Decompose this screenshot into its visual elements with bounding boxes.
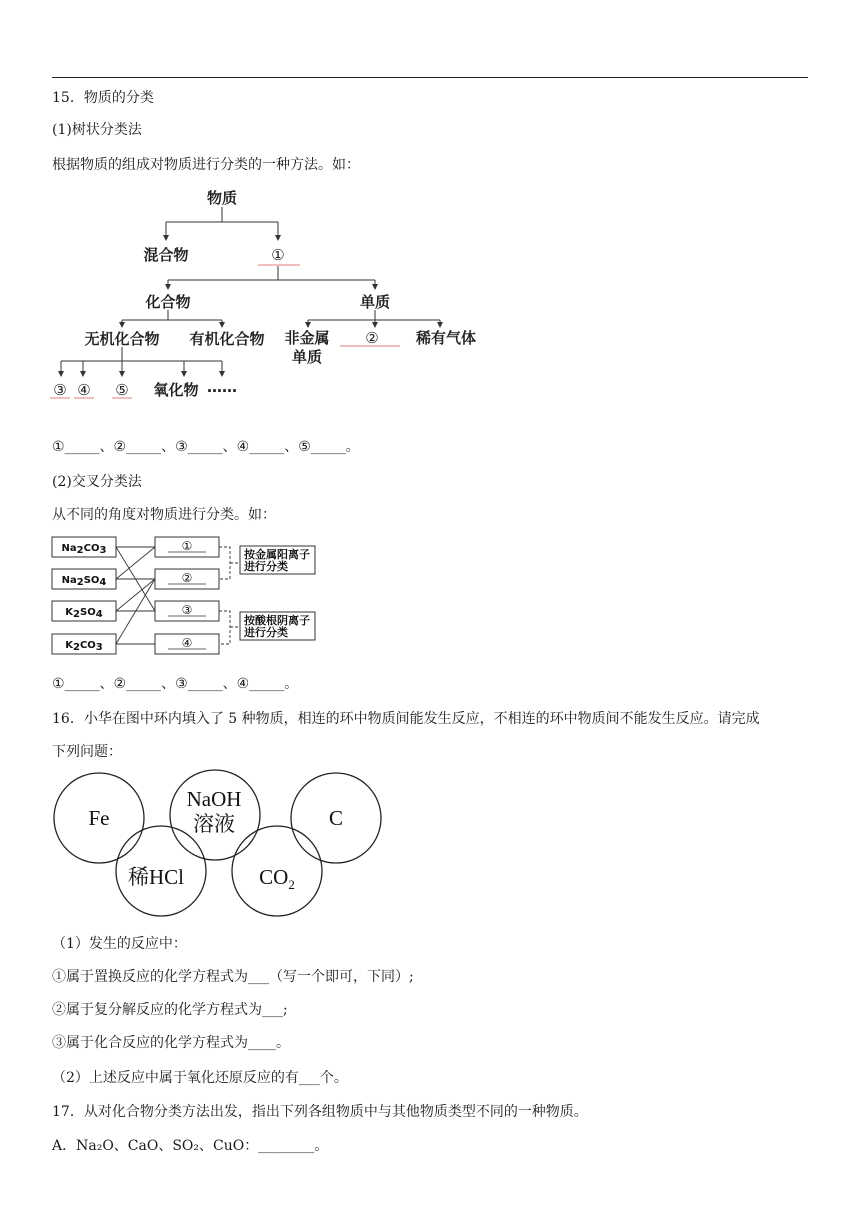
q16-sub1-b: ②属于复分解反应的化学方程式为___; [52, 1002, 288, 1018]
tree-element: 单质 [359, 293, 391, 311]
ring-label-hcl: 稀HCl [127, 865, 185, 889]
q15-part2-intro: 从不同的角度对物质进行分类。如： [52, 507, 276, 523]
tree-ellipsis: …… [207, 378, 237, 396]
substance-1: Na2CO3 [61, 543, 107, 556]
tree-blank-1: ① [271, 246, 285, 264]
substance-4: K2CO3 [65, 640, 103, 653]
reaction-rings-diagram [0, 765, 400, 920]
q16-sub1-c: ③属于化合反应的化学方程式为____。 [52, 1035, 290, 1051]
q15-part1-answer: ①_____、②_____、③_____、④_____、⑤_____。 [52, 439, 360, 455]
ring-label-co2: $CO_2$ [259, 865, 295, 892]
tree-blank-3: ③ [53, 381, 67, 399]
cross-blank-2: ② [181, 571, 193, 585]
substance-3: K2SO4 [65, 607, 103, 620]
tree-inorganic: 无机化合物 [84, 330, 160, 348]
q16-stem-line1: 16．小华在图中环内填入了 5 种物质，相连的环中物质间能发生反应，不相连的环中物质间不能发生反应。请完成 [52, 711, 760, 727]
ring-label-naoh-line1: NaOH [186, 787, 242, 811]
tree-blank-5: ⑤ [115, 381, 129, 399]
cross-blank-1: ① [181, 539, 193, 553]
category-anion-line2: 进行分类 [244, 626, 288, 639]
category-cation-line1: 按金属阳离子 [244, 548, 310, 561]
top-rule [52, 77, 808, 78]
q16-sub1-a: ①属于置换反应的化学方程式为___（写一个即可，下同）; [52, 969, 414, 985]
ring-label-naoh-line2: 溶液 [193, 812, 235, 836]
q16-sub1-heading: （1）发生的反应中： [52, 936, 187, 952]
q17-stem: 17．从对化合物分类方法出发，指出下列各组物质中与其他物质类型不同的一种物质。 [52, 1104, 588, 1120]
tree-oxide: 氧化物 [153, 381, 199, 399]
q15-part1-intro: 根据物质的组成对物质进行分类的一种方法。如： [52, 157, 360, 173]
q15-part1-heading: (1)树状分类法 [52, 122, 142, 138]
q15-part2-heading: (2)交叉分类法 [52, 474, 142, 490]
cross-blank-3: ③ [181, 603, 193, 617]
tree-blank-2: ② [365, 329, 379, 347]
tree-nonmetal-line1: 非金属 [284, 329, 330, 347]
cross-classification-diagram [0, 530, 330, 660]
tree-classification-diagram [0, 180, 500, 410]
substance-2: Na2SO4 [61, 575, 107, 588]
tree-root: 物质 [206, 189, 238, 207]
ring-label-fe: Fe [88, 806, 110, 830]
q17-item-a: A．Na₂O、CaO、SO₂、CuO：________。 [52, 1138, 329, 1154]
tree-mixture: 混合物 [143, 246, 189, 264]
q15-title: 15．物质的分类 [52, 90, 154, 106]
tree-compound: 化合物 [145, 293, 191, 311]
tree-organic: 有机化合物 [189, 330, 265, 348]
cross-blank-4: ④ [181, 636, 193, 650]
tree-nonmetal-line2: 单质 [291, 348, 323, 366]
category-anion-line1: 按酸根阴离子 [244, 614, 310, 627]
tree-noble-gas: 稀有气体 [415, 329, 477, 347]
q16-sub2: （2）上述反应中属于氧化还原反应的有___个。 [52, 1070, 348, 1086]
tree-blank-4: ④ [77, 381, 91, 399]
category-cation-line2: 进行分类 [244, 560, 288, 573]
ring-label-c: C [328, 806, 344, 830]
q16-stem-line2: 下列问题： [52, 744, 122, 760]
q15-part2-answer: ①_____、②_____、③_____、④_____。 [52, 676, 299, 692]
